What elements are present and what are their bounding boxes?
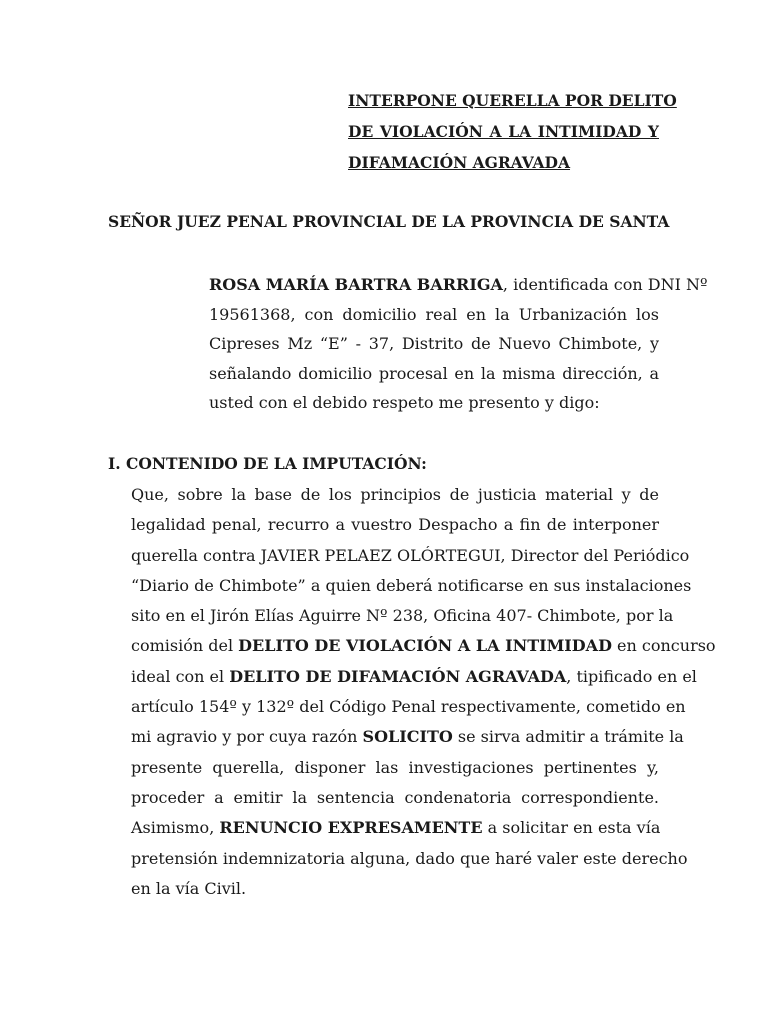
body-text: se sirva admitir a trámite la xyxy=(452,727,684,747)
title-line-3: DIFAMACIÓN AGRAVADA xyxy=(348,153,571,172)
body-line: sito en el Jirón Elías Aguirre Nº 238, Oficina 407- Chimbote, por la xyxy=(131,606,674,626)
section-heading: I. CONTENIDO DE LA IMPUTACIÓN: xyxy=(108,454,427,473)
body-line: querella contra JAVIER PELAEZ OLÓRTEGUI, Director del Periódico xyxy=(131,545,690,565)
intro-line-4: señalando domicilio procesal en la misma dirección, a xyxy=(209,363,659,383)
intro-line-1 xyxy=(209,270,708,300)
document-title xyxy=(348,85,677,178)
body-text: , tipificado en el xyxy=(566,666,697,686)
body-text: mi agravio y por cuya razón xyxy=(131,727,363,747)
section-body xyxy=(131,480,716,904)
body-line: en la vía Civil. xyxy=(131,878,247,898)
title-line-1: INTERPONE QUERELLA POR DELITO xyxy=(348,91,677,110)
body-line: presente querella, disponer las investigaciones pertinentes y, xyxy=(131,757,659,777)
intro-paragraph xyxy=(209,270,708,418)
intro-line-1-rest: , identificada con DNI Nº xyxy=(502,275,708,294)
body-line xyxy=(131,631,716,661)
body-line: artículo 154º y 132º del Código Penal respectivamente, cometido en xyxy=(131,697,686,717)
addressee: SEÑOR JUEZ PENAL PROVINCIAL DE LA PROVINCIA DE SANTA xyxy=(108,212,670,231)
body-line xyxy=(131,722,684,752)
solicito-keyword: SOLICITO xyxy=(362,727,453,747)
crime-defamation: DELITO DE DIFAMACIÓN AGRAVADA xyxy=(229,666,567,686)
intro-line-2: 19561368, con domicilio real en la Urbanización los xyxy=(209,304,659,324)
title-line-2: DE VIOLACIÓN A LA INTIMIDAD Y xyxy=(348,122,659,141)
claimant-name: ROSA MARÍA BARTRA BARRIGA xyxy=(209,275,503,294)
body-line: Que, sobre la base de los principios de justicia material y de xyxy=(131,485,659,504)
crime-violation-intimacy: DELITO DE VIOLACIÓN A LA INTIMIDAD xyxy=(238,636,612,656)
intro-line-3: Cipreses Mz “E” - 37, Distrito de Nuevo Chimbote, y xyxy=(209,334,659,354)
body-text: a solicitar en esta vía xyxy=(482,818,661,838)
renuncio-keyword: RENUNCIO EXPRESAMENTE xyxy=(219,818,483,838)
intro-line-5: usted con el debido respeto me presento y digo: xyxy=(209,393,600,413)
body-text: ideal con el xyxy=(131,666,230,686)
body-text: comisión del xyxy=(131,636,239,656)
body-line xyxy=(131,662,697,692)
body-line: pretensión indemnizatoria alguna, dado que haré valer este derecho xyxy=(131,848,688,868)
body-line xyxy=(131,813,659,843)
body-line: “Diario de Chimbote” a quien deberá notificarse en sus instalaciones xyxy=(131,575,692,595)
body-text: Asimismo, xyxy=(131,818,220,838)
body-text: en concurso xyxy=(611,636,716,656)
body-line: legalidad penal, recurro a vuestro Despacho a fin de interponer xyxy=(131,515,659,535)
body-line: proceder a emitir la sentencia condenatoria correspondiente. xyxy=(131,787,659,807)
